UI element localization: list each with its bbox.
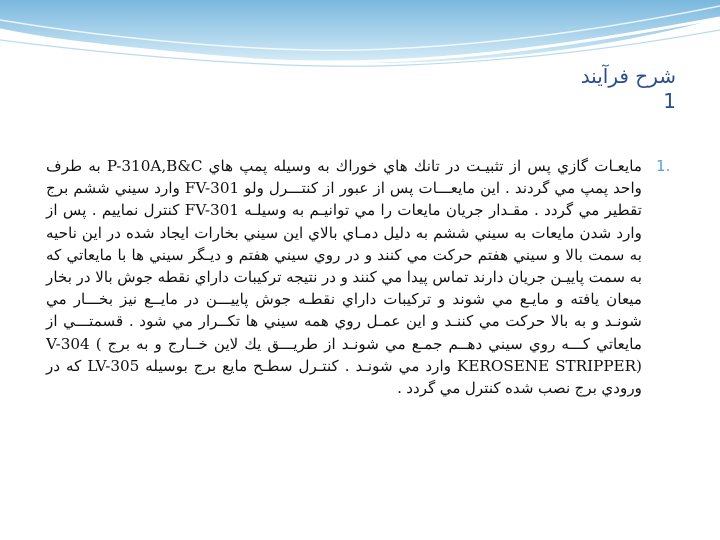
slide-title: [276, 64, 676, 114]
slide-title-line1: شرح فرآيند: [580, 64, 676, 88]
slide-title-line2: 1: [663, 89, 676, 113]
list-number: 1.: [656, 157, 671, 175]
body-paragraph: مايعـات گازي پس از تثبيـت در تانك هاي خوراك به وسيله پمپ هاي P-310A,B&C به طرف واحد پمپ مي گردند . اين مايعـــات پس از عبور از كنتـــرل ولو FV-301 وارد سيني ششم برج تقطير مي گردد . مقـدار جريان مايعات را مي توانيـم به وسيلـه FV-301 كنترل نماييم . پس از وارد شدن مايعات به سيني ششم به دليل دمـاي بالاي اين سيني بخارات ايجاد شده در اين ناحيه به سمت بالا و سيني هفتم حركت مي كنند و در روي سيني هفتم و ديـگر سيني ها با مايعاتي كه به سمت پاييـن جريان دارند تماس پيدا مي كنند و در نتيجه تركيبات داراي نقطه جوش بالا در بخار ميعان يافته و مايـع مي شوند و تركيبات داراي نقطـه جوش پاييـــن در مايــع نيز بخـــار مي شونـد و به بالا حركت مي كننـد و اين عمـل روي همه سيني ها تكــرار مي شود . قسمتـــي از مايعاتي كـــه روي سيني دهــم جمـع مي شونـد از طريـــق يك لاين خــارج و به برج V-304 ( KEROSENE STRIPPER) وارد مي شونـد . كنتـرل سطـح مايع برج بوسيله LV-305 كه در ورودي برج نصب شده كنترل مي گردد .: [46, 157, 643, 398]
